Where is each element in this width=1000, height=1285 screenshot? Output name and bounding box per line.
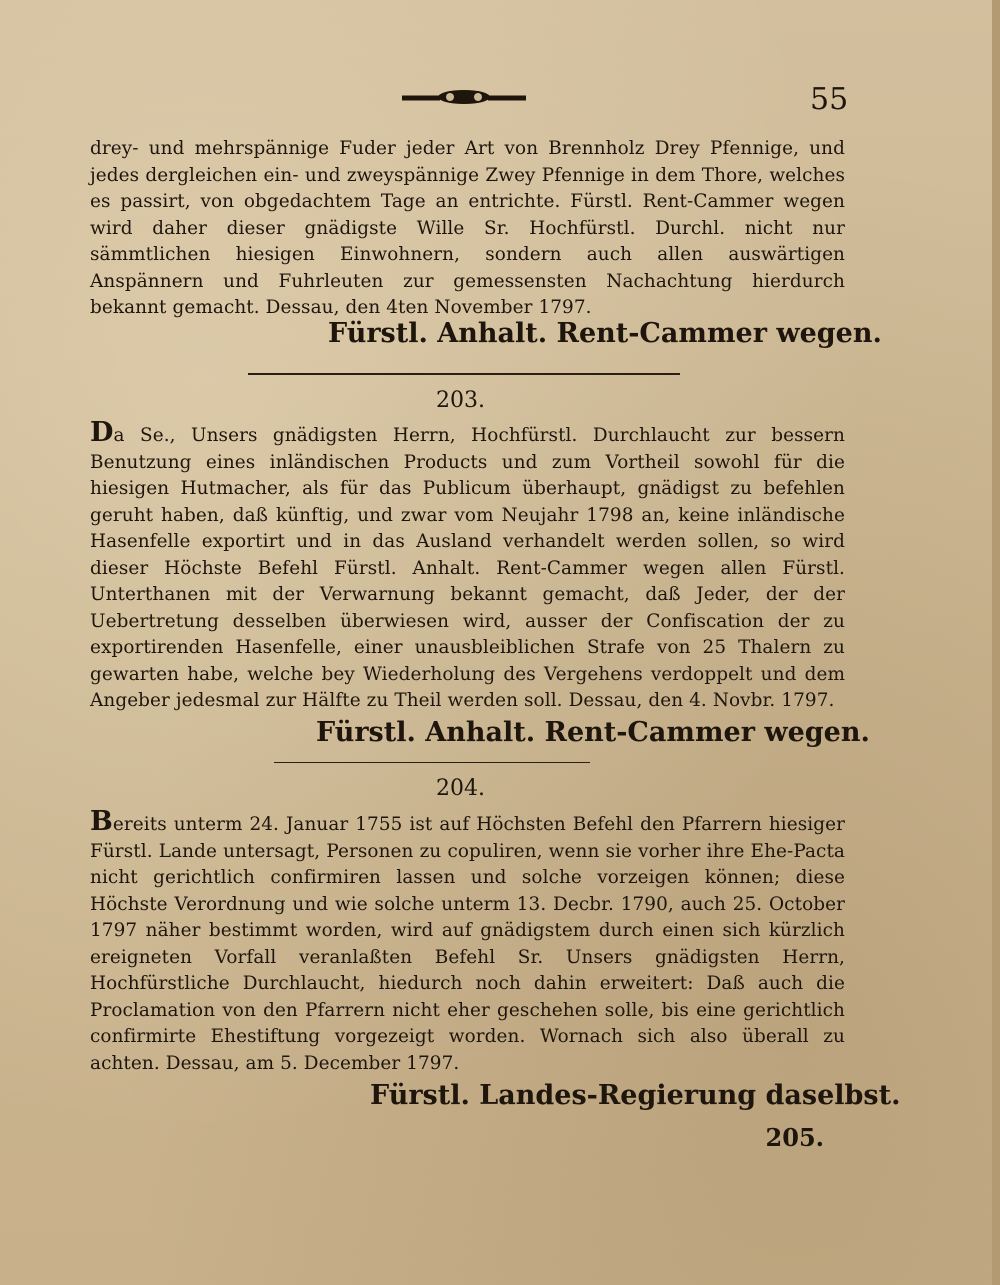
section-divider-1 (248, 373, 680, 375)
signature-rent-cammer-1: Fürstl. Anhalt. Rent-Cammer wegen. (328, 318, 882, 349)
dropcap-204: B (90, 806, 113, 837)
paragraph-203 (90, 417, 845, 715)
catchword: 205. (765, 1123, 824, 1152)
section-divider-2 (274, 762, 590, 763)
section-number-203: 203. (436, 388, 485, 413)
signature-landes-regierung: Fürstl. Landes-Regierung daselbst. (370, 1080, 901, 1111)
signature-rent-cammer-2: Fürstl. Anhalt. Rent-Cammer wegen. (316, 717, 870, 748)
page-number: 55 (810, 82, 849, 117)
paragraph-203-text: a Se., Unsers gnädigsten Herrn, Hochfürstl. Durchlaucht zur bessern Benutzung eines inländischen Products und zum Vortheil sowohl für die hiesigen Hutmacher, als für das Publicum überhaupt, gnädigst zu befehlen geruht haben, daß künftig, und zwar vom Neujahr 1798 an, keine inländische Hasenfelle exportirt und in das Ausland verhandelt werden sollen, so wird dieser Höchste Befehl Fürstl. Anhalt. Rent-Cammer wegen allen Fürstl. Unterthanen mit der Verwarnung bekannt gemacht, daß Jeder, der der Uebertretung desselben überwiesen wird, ausser der Confiscation der zu exportirenden Hasenfelle, einer unausbleiblichen Strafe von 25 Thalern zu gewarten habe, welche bey Wiederholung des Vergehens verdoppelt und dem Angeber jedesmal zur Hälfte zu Theil werden soll. Dessau, den 4. Novbr. 1797. (90, 425, 845, 711)
paragraph-204-text: ereits unterm 24. Januar 1755 ist auf Höchsten Befehl den Pfarrern hiesiger Fürstl. Lande untersagt, Personen zu copuliren, wenn sie vorher ihre Ehe-Pacta nicht gerichtlich confirmiren lassen und solche vorzeigen können; diese Höchste Verordnung und wie solche unterm 13. Decbr. 1790, auch 25. October 1797 näher bestimmt worden, wird auf gnädigstem durch einen sich kürzlich ereigneten Vorfall veranlaßten Befehl Sr. Unsers gnädigsten Herrn, Hochfürstliche Durchlaucht, hiedurch noch dahin erweitert: Daß auch die Proclamation von den Pfarrern nicht eher geschehen solle, bis eine gerichtlich confirmirte Ehestiftung vorgezeigt worden. Wornach sich also überall zu achten. Dessau, am 5. December 1797. (90, 814, 845, 1074)
paragraph-204 (90, 806, 845, 1077)
section-number-204: 204. (436, 776, 485, 801)
continuation-section (90, 136, 845, 322)
section-204 (90, 806, 845, 1077)
dropcap-203: D (90, 417, 114, 448)
paragraph-continuation: drey- und mehrspännige Fuder jeder Art von Brennholz Drey Pfennige, und jedes dergleichen ein- und zweyspännige Zwey Pfennige in dem Thore, welches es passirt, von obgedachtem Tage an entrichte. Fürstl. Rent-Cammer wegen wird daher dieser gnädigste Wille Sr. Hochfürstl. Durchl. nicht nur sämmtlichen hiesigen Einwohnern, sondern auch allen auswärtigen Anspännern und Fuhrleuten zur gemessensten Nachachtung hierdurch bekannt gemacht. Dessau, den 4ten November 1797. (90, 138, 845, 318)
section-203 (90, 417, 845, 715)
header-ornament (400, 88, 528, 106)
